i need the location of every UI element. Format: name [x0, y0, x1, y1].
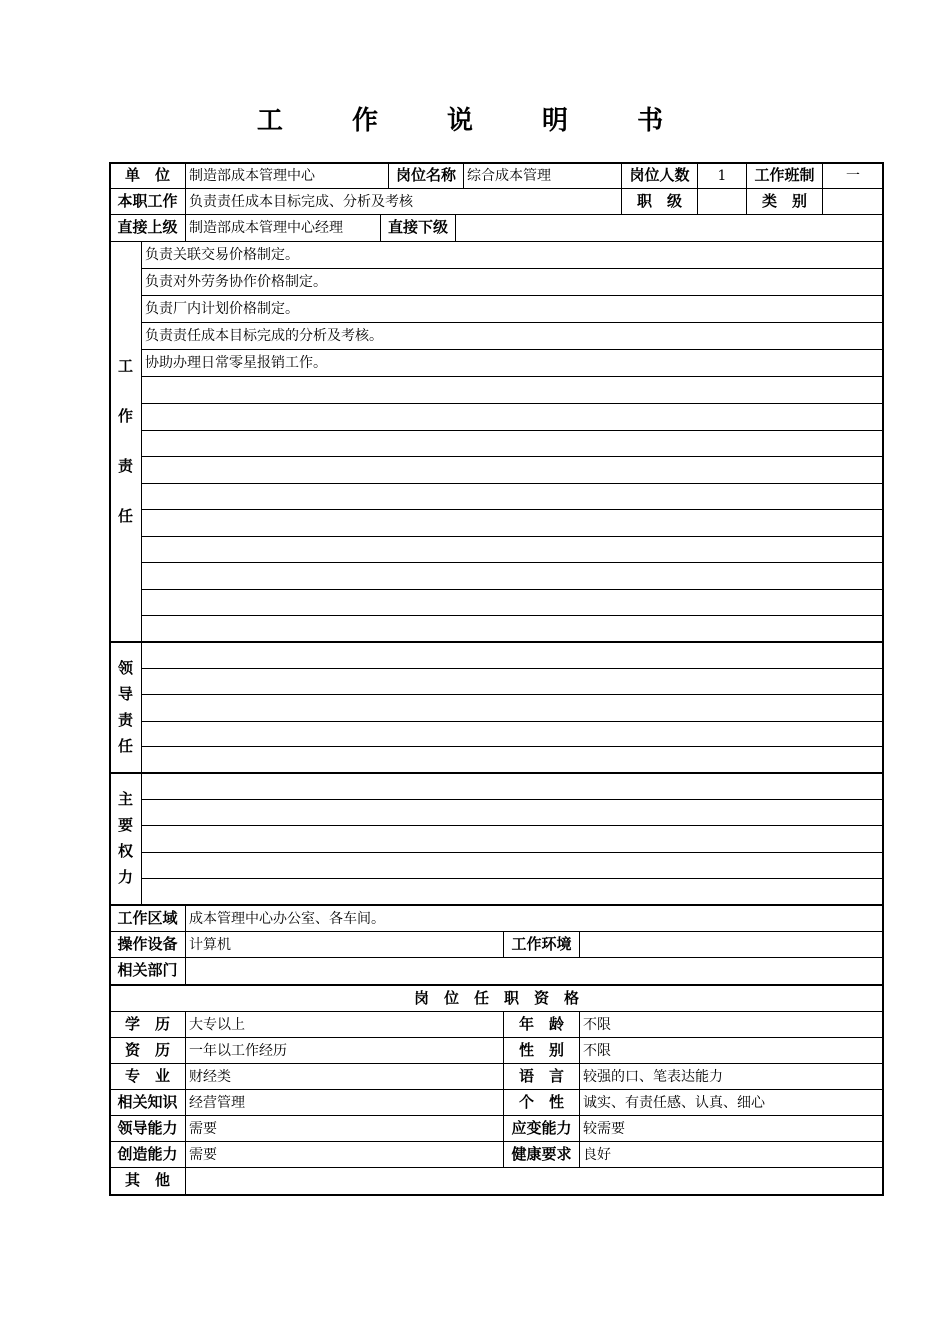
- qual-label: 资 历: [109, 1037, 186, 1064]
- main-job-label: 本职工作: [109, 188, 186, 215]
- duty-row: [141, 403, 884, 431]
- category-label: 类 别: [746, 188, 823, 215]
- other-value: [185, 1167, 884, 1196]
- powers-row: [141, 825, 884, 853]
- powers-label-char: 权: [117, 843, 133, 860]
- headcount-label: 岗位人数: [621, 162, 698, 189]
- qual-label: 学 历: [109, 1011, 186, 1038]
- duties-label-char: 责: [117, 457, 133, 475]
- qual-value: 一年以工作经历: [185, 1037, 504, 1064]
- duty-row: [141, 562, 884, 590]
- powers-row: [141, 878, 884, 905]
- equipment-value: 计算机: [185, 931, 504, 958]
- leadership-label-char: 责: [117, 711, 133, 729]
- qual-value: 大专以上: [185, 1011, 504, 1038]
- unit-label: 单 位: [109, 162, 186, 189]
- shift-label: 工作班制: [746, 162, 823, 189]
- equipment-label: 操作设备: [109, 931, 186, 958]
- leadership-row: [141, 641, 884, 669]
- leadership-row: [141, 746, 884, 773]
- qual-label: 领导能力: [109, 1115, 186, 1142]
- rank-label: 职 级: [621, 188, 698, 215]
- duty-row: 负责关联交易价格制定。: [141, 241, 884, 269]
- qual-label: 性 别: [503, 1037, 580, 1064]
- duty-row: [141, 376, 884, 404]
- document-title: 工 作 说 明 书: [256, 106, 694, 136]
- leadership-label-char: 导: [117, 685, 133, 703]
- duty-row: [141, 589, 884, 616]
- duty-row: [141, 483, 884, 510]
- subordinate-value: [455, 214, 884, 242]
- other-label: 其 他: [109, 1167, 186, 1196]
- headcount-value: 1: [697, 162, 747, 189]
- powers-label-char: 力: [117, 869, 133, 886]
- powers-row: [141, 772, 884, 800]
- powers-label-char: 主: [117, 791, 133, 808]
- duties-label: [109, 241, 142, 642]
- related-dept-label: 相关部门: [109, 957, 186, 985]
- duty-row: [141, 615, 884, 642]
- shift-value: 一: [822, 162, 884, 189]
- powers-row: [141, 852, 884, 879]
- leadership-label: [109, 641, 142, 773]
- qual-label: 健康要求: [503, 1141, 580, 1168]
- duty-row: 负责责任成本目标完成的分析及考核。: [141, 322, 884, 350]
- powers-label-char: 要: [117, 817, 133, 834]
- subordinate-label: 直接下级: [380, 214, 456, 242]
- qual-value: 较需要: [579, 1115, 884, 1142]
- duty-row: 负责厂内计划价格制定。: [141, 295, 884, 323]
- duties-label-char: 工: [117, 357, 133, 375]
- duties-label-char: 作: [117, 407, 133, 425]
- qual-label: 个 性: [503, 1089, 580, 1116]
- duties-label-char: 任: [117, 507, 133, 525]
- qual-value: 经营管理: [185, 1089, 504, 1116]
- duty-row: 负责对外劳务协作价格制定。: [141, 268, 884, 296]
- qual-label: 专 业: [109, 1063, 186, 1090]
- environment-value: [579, 931, 884, 958]
- qual-label: 创造能力: [109, 1141, 186, 1168]
- category-value: [822, 188, 884, 215]
- superior-value: 制造部成本管理中心经理: [185, 214, 381, 242]
- environment-label: 工作环境: [503, 931, 580, 958]
- position-name-value: 综合成本管理: [463, 162, 622, 189]
- duty-row: [141, 456, 884, 484]
- duty-row: [141, 509, 884, 537]
- work-area-value: 成本管理中心办公室、各车间。: [185, 904, 884, 932]
- rank-value: [697, 188, 747, 215]
- qual-value: 诚实、有责任感、认真、细心: [579, 1089, 884, 1116]
- qual-value: 良好: [579, 1141, 884, 1168]
- related-dept-value: [185, 957, 884, 985]
- qual-value: 较强的口、笔表达能力: [579, 1063, 884, 1090]
- qual-value: 不限: [579, 1037, 884, 1064]
- duty-row: 协助办理日常零星报销工作。: [141, 349, 884, 377]
- main-job-value: 负责责任成本目标完成、分析及考核: [185, 188, 622, 215]
- qual-value: 需要: [185, 1141, 504, 1168]
- qualifications-heading: 岗 位 任 职 资 格: [109, 984, 884, 1012]
- leadership-row: [141, 694, 884, 722]
- work-area-label: 工作区域: [109, 904, 186, 932]
- leadership-label-char: 领: [117, 659, 133, 677]
- duty-row: [141, 536, 884, 563]
- unit-value: 制造部成本管理中心: [185, 162, 389, 189]
- powers-label: [109, 772, 142, 905]
- leadership-row: [141, 668, 884, 695]
- superior-label: 直接上级: [109, 214, 186, 242]
- qual-value: 需要: [185, 1115, 504, 1142]
- position-name-label: 岗位名称: [388, 162, 464, 189]
- qual-label: 语 言: [503, 1063, 580, 1090]
- duty-row: [141, 430, 884, 457]
- qual-value: 财经类: [185, 1063, 504, 1090]
- powers-row: [141, 799, 884, 826]
- qual-label: 应变能力: [503, 1115, 580, 1142]
- leadership-row: [141, 721, 884, 747]
- leadership-label-char: 任: [117, 737, 133, 755]
- qual-label: 相关知识: [109, 1089, 186, 1116]
- qual-value: 不限: [579, 1011, 884, 1038]
- qual-label: 年 龄: [503, 1011, 580, 1038]
